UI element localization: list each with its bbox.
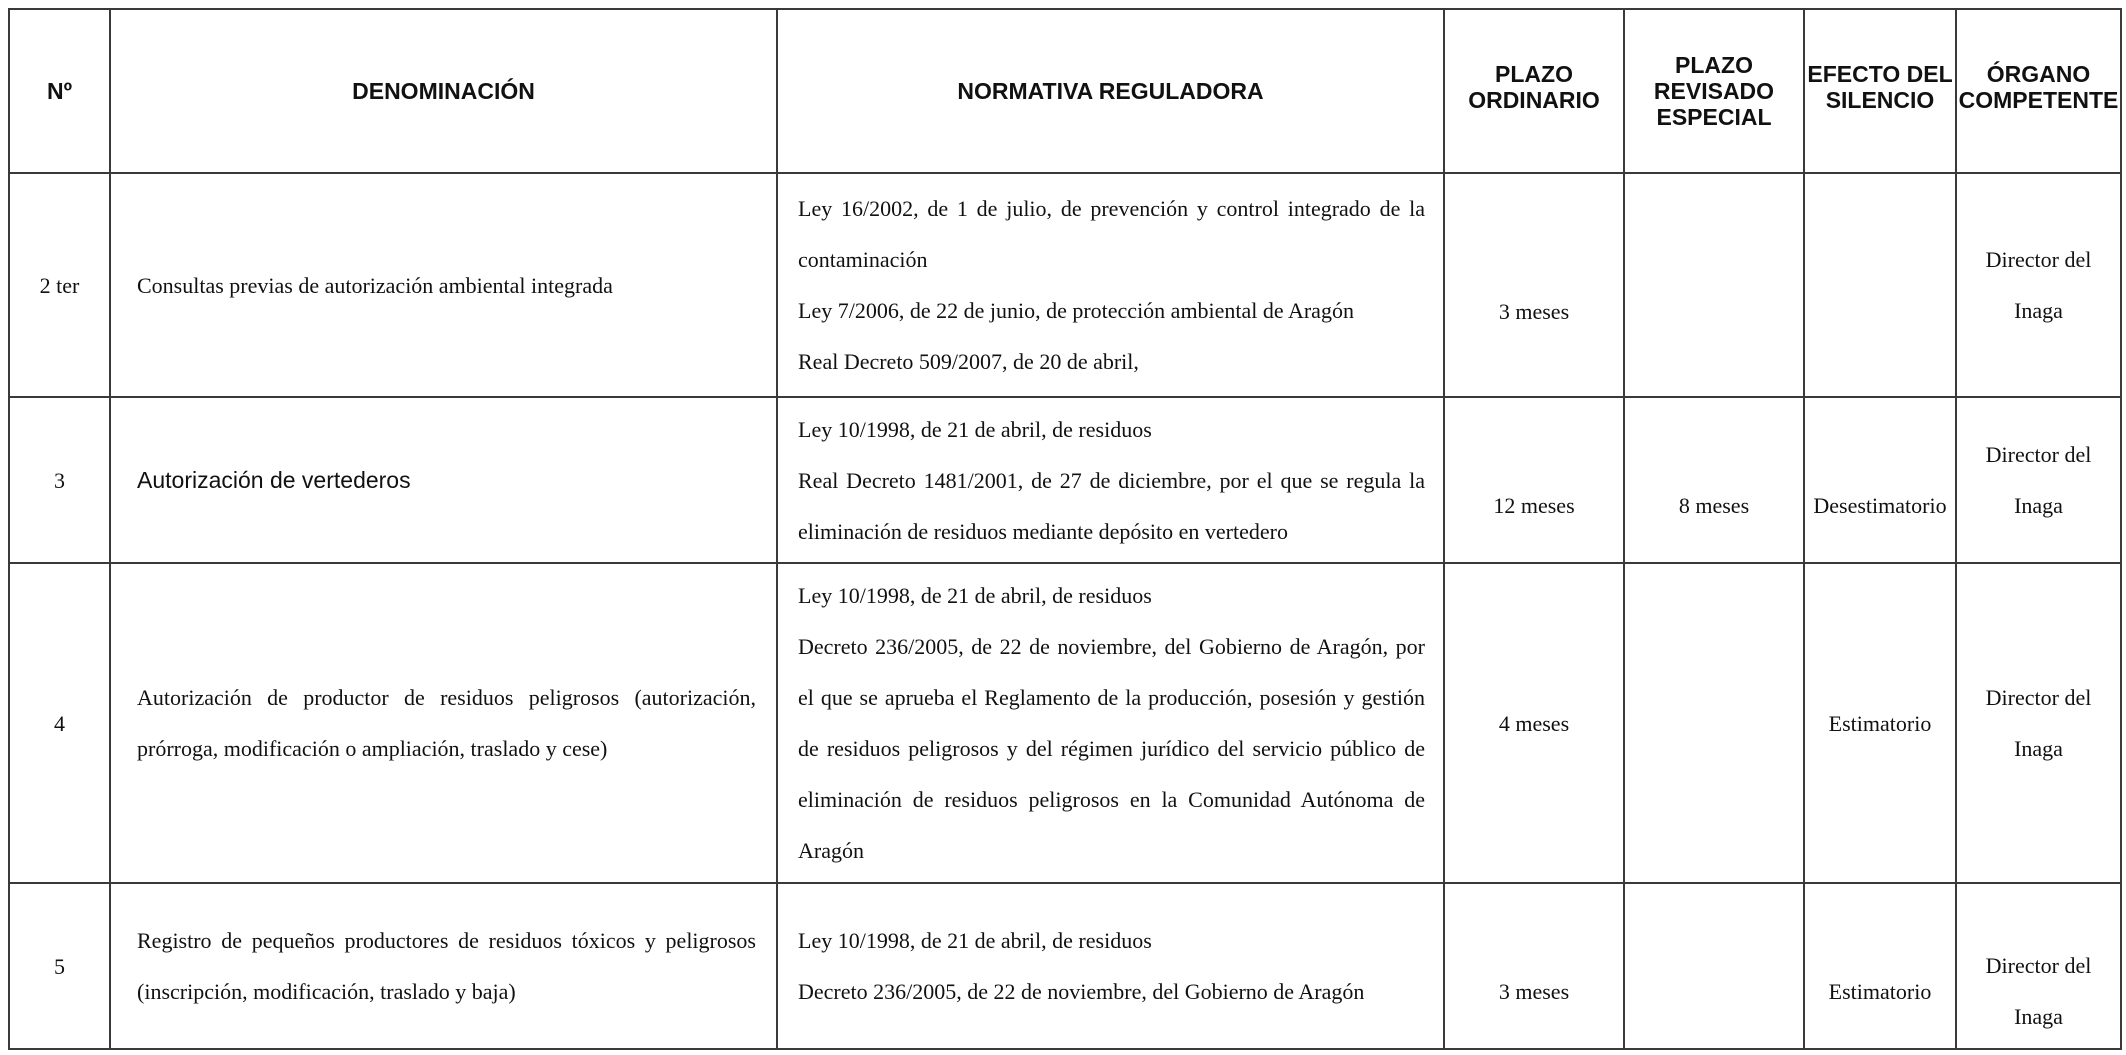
row-normativa bbox=[777, 563, 1444, 883]
row-organo: Director del Inaga bbox=[1956, 563, 2121, 883]
header-row bbox=[9, 9, 2121, 173]
row-denominacion: Autorización de vertederos bbox=[110, 397, 777, 563]
row-num: 3 bbox=[9, 397, 110, 563]
header-efecto: EFECTO DEL SILENCIO bbox=[1804, 9, 1956, 173]
normativa-line: Ley 10/1998, de 21 de abril, de residuos bbox=[798, 583, 1152, 608]
row-normativa bbox=[777, 397, 1444, 563]
normativa-line: Real Decreto 509/2007, de 20 de abril, bbox=[798, 349, 1139, 374]
row-denominacion: Consultas previas de autorización ambiental integrada bbox=[110, 173, 777, 397]
normativa-line: Ley 7/2006, de 22 de junio, de protección ambiental de Aragón bbox=[798, 298, 1354, 323]
table-row bbox=[9, 173, 2121, 397]
row-plazo-revisado bbox=[1624, 173, 1804, 397]
row-efecto: Desestimatorio bbox=[1804, 397, 1956, 563]
table-row bbox=[9, 397, 2121, 563]
normativa-line: Ley 10/1998, de 21 de abril, de residuos bbox=[798, 928, 1152, 953]
row-normativa bbox=[777, 173, 1444, 397]
normativa-line: Real Decreto 1481/2001, de 27 de diciembre, por el que se regula la eliminación de residuos mediante depósito en vertedero bbox=[798, 467, 1425, 544]
header-plazo-revisado: PLAZO REVISADO ESPECIAL bbox=[1624, 9, 1804, 173]
procedures-table bbox=[8, 8, 2122, 1050]
header-denominacion: DENOMINACIÓN bbox=[110, 9, 777, 173]
normativa-line: Decreto 236/2005, de 22 de noviembre, del Gobierno de Aragón, por el que se aprueba el Reglamento de la producción, posesión y gestión de residuos peligrosos y del régimen jurídico del servicio público de eliminación de residuos peligrosos en la Comunidad Autónoma de Aragón bbox=[798, 634, 1425, 863]
row-plazo-ordinario: 12 meses bbox=[1444, 397, 1624, 563]
row-efecto bbox=[1804, 173, 1956, 397]
row-efecto: Estimatorio bbox=[1804, 883, 1956, 1049]
normativa-line: Decreto 236/2005, de 22 de noviembre, del Gobierno de Aragón bbox=[798, 979, 1365, 1004]
row-efecto: Estimatorio bbox=[1804, 563, 1956, 883]
row-denominacion: Autorización de productor de residuos peligrosos (autorización, prórroga, modificación o ampliación, traslado y cese) bbox=[110, 563, 777, 883]
row-organo: Director del Inaga bbox=[1956, 883, 2121, 1049]
row-num: 4 bbox=[9, 563, 110, 883]
row-plazo-ordinario: 4 meses bbox=[1444, 563, 1624, 883]
normativa-line: Ley 10/1998, de 21 de abril, de residuos bbox=[798, 416, 1152, 442]
row-plazo-ordinario: 3 meses bbox=[1444, 173, 1624, 397]
row-plazo-revisado bbox=[1624, 563, 1804, 883]
row-plazo-ordinario: 3 meses bbox=[1444, 883, 1624, 1049]
row-plazo-revisado: 8 meses bbox=[1624, 397, 1804, 563]
normativa-line: Ley 16/2002, de 1 de julio, de prevención y control integrado de la contaminación bbox=[798, 196, 1425, 272]
table-row bbox=[9, 883, 2121, 1049]
row-num: 5 bbox=[9, 883, 110, 1049]
row-normativa bbox=[777, 883, 1444, 1049]
header-organo: ÓRGANO COMPETENTE bbox=[1956, 9, 2121, 173]
table-row bbox=[9, 563, 2121, 883]
row-plazo-revisado bbox=[1624, 883, 1804, 1049]
header-normativa: NORMATIVA REGULADORA bbox=[777, 9, 1444, 173]
row-denominacion: Registro de pequeños productores de residuos tóxicos y peligrosos (inscripción, modificación, traslado y baja) bbox=[110, 883, 777, 1049]
header-num: Nº bbox=[9, 9, 110, 173]
row-organo: Director del Inaga bbox=[1956, 173, 2121, 397]
header-plazo-ordinario: PLAZO ORDINARIO bbox=[1444, 9, 1624, 173]
row-organo: Director del Inaga bbox=[1956, 397, 2121, 563]
row-num: 2 ter bbox=[9, 173, 110, 397]
